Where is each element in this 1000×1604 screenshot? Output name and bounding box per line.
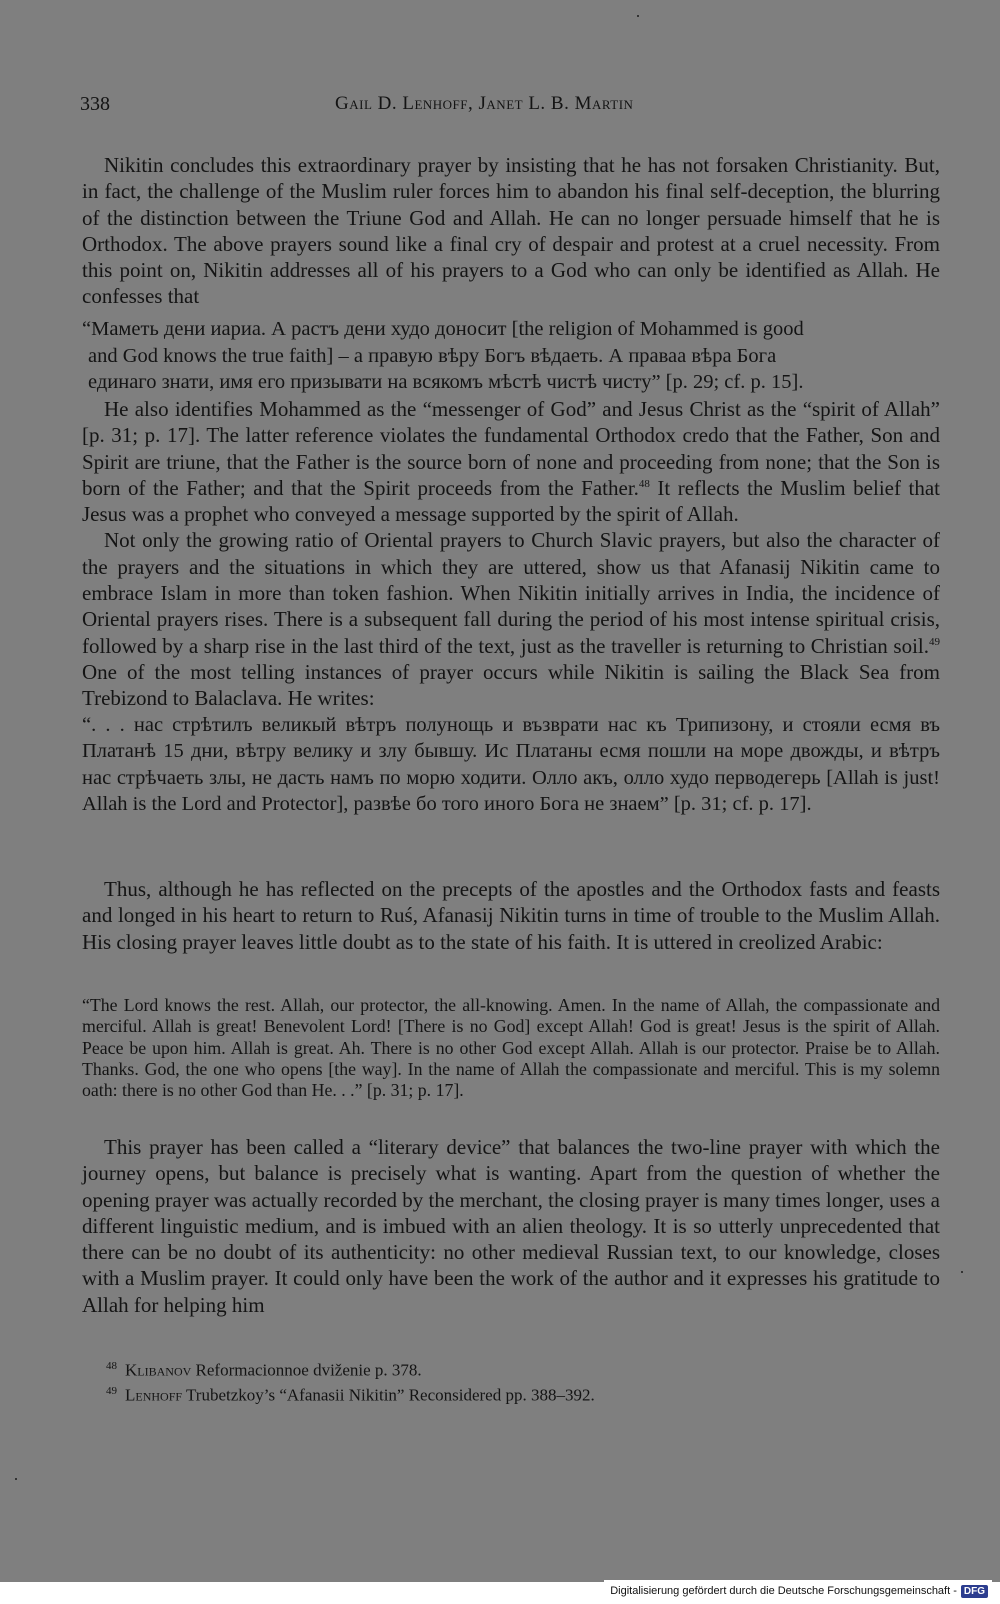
footnote-mark-48: 48 bbox=[638, 477, 650, 490]
paragraph-3 bbox=[82, 527, 940, 711]
footnote-49-author: Lenhoff bbox=[125, 1385, 183, 1405]
footnotes bbox=[106, 1356, 595, 1405]
quote-1-line-2: and God knows the true faith] – а правую вѣру Богъ вѣдаеть. А праваа вѣра Бога bbox=[88, 344, 777, 367]
footnote-49 bbox=[106, 1381, 595, 1406]
paragraph-5-block bbox=[82, 1134, 940, 1318]
paragraph-4-block bbox=[82, 876, 940, 955]
quote-1-line-3: единаго знати, имя его призывати на всякомъ мѣстѣ чистѣ чисту” [p. 29; cf. p. 15]. bbox=[88, 371, 804, 393]
paragraph-2 bbox=[82, 396, 940, 527]
footnote-48-mark: 48 bbox=[106, 1360, 117, 1372]
cyrillic-quote-2: “. . . нас стрѣтилъ великый вѣтръ полунощь и възврати нас къ Трипизону, и стояли есмя въ Платанѣ 15 дни, вѣтру велику и злу бывшу. Ис Платаны есмя пошли на море двожды, и вѣтръ нас стрѣчаеть злы, не дасть намъ по морю ходити. Олло акъ, олло худо перводегерь [Allah is just! Allah is the Lord and Protector], развѣе бо того иного Бога не знаем” [p. 31; cf. p. 17]. bbox=[82, 713, 940, 816]
arabic-prayer-quote: “The Lord knows the rest. Allah, our protector, the all-knowing. Amen. In the name of Allah, the compassionate and merciful. Allah is great! Benevolent Lord! [There is no God] except Allah! God is great! Jesus is the spirit of Allah. Peace be upon him. Allah is great. Ah. There is no other God except Allah. Allah is our protector. Praise be to Allah. Thanks. God, the one who opens [the way]. In the name of Allah the compassionate and merciful. This is my solemn oath: there is no other God than He. . .” [p. 31; p. 17]. bbox=[82, 995, 940, 1101]
scan-speck bbox=[961, 1271, 963, 1273]
paragraph-2-part-2: It reflects the Muslim belief that Jesus was a prophet who conveyed a message supported by the spirit of Allah. bbox=[82, 475, 940, 527]
dfg-logo: DFG bbox=[961, 1585, 988, 1598]
paragraphs-2-3-block bbox=[82, 396, 940, 818]
running-head: Gail D. Lenhoff, Janet L. B. Martin bbox=[335, 93, 634, 114]
quote-1-line-1: “Маметь дени иариа. А растъ дени худо доносит [the religion of Mohammed is good bbox=[82, 318, 804, 340]
paragraph-1: Nikitin concludes this extraordinary prayer by insisting that he has not forsaken Christianity. But, in fact, the challenge of the Muslim ruler forces him to abandon his final self-deception, the blurring of the distinction between the Triune God and Allah. He can no longer persuade himself that he is Orthodox. The above prayers sound like a final cry of despair and protest at a cruel necessity. From this point on, Nikitin addresses all of his prayers to a God who can only be identified as Allah. He confesses that bbox=[82, 153, 940, 309]
scan-speck bbox=[15, 1478, 17, 1480]
footnote-49-mark: 49 bbox=[106, 1384, 117, 1397]
paragraph-5: This prayer has been called a “literary device” that balances the two-line prayer with which the journey opens, but balance is precisely what is wanting. Apart from the question of whether the opening prayer was actually recorded by the merchant, the closing prayer is many times longer, uses a different linguistic medium, and is imbued with an alien theology. It is so utterly unprecedented that there can be no doubt of its authenticity: no other medieval Russian text, to our knowledge, closes with a Muslim prayer. It could only have been the work of the author and it expresses his gratitude to Allah for helping him bbox=[82, 1135, 940, 1317]
scan-speck bbox=[637, 15, 639, 17]
paragraph-3-part-2: One of the most telling instances of prayer occurs while Nikitin is sailing the Black Sea from Trebizond to Balaclava. He writes: bbox=[82, 659, 940, 711]
paragraph-3-part-1: Not only the growing ratio of Oriental prayers to Church Slavic prayers, but also the character of the prayers and the situations in which they are uttered, show us that Afanasij Nikitin came to embrace Islam in more than token fashion. When Nikitin initially arrives in India, the incidence of Oriental prayers rises. There is a subsequent fall during the period of his most intense spiritual crisis, followed by a sharp rise in the last third of the text, just as the traveller is returning to Christian soil. bbox=[82, 528, 940, 658]
footnote-48 bbox=[106, 1356, 595, 1381]
footnote-mark-49: 49 bbox=[929, 635, 940, 648]
credit-text: Digitalisierung gefördert durch die Deutsche Forschungsgemeinschaft - bbox=[610, 1585, 957, 1597]
footnote-48-author: Klibanov bbox=[125, 1360, 192, 1380]
footnote-49-text: Trubetzkoy’s “Afanasii Nikitin” Reconsidered pp. 388–392. bbox=[182, 1385, 595, 1405]
footnote-48-text: Reformacionnoe dviženie p. 378. bbox=[191, 1360, 422, 1380]
paragraph-1-block bbox=[82, 152, 940, 310]
digitization-credit bbox=[604, 1580, 992, 1600]
cyrillic-quote-1 bbox=[82, 316, 940, 396]
paragraph-4: Thus, although he has reflected on the precepts of the apostles and the Orthodox fasts and feasts and longed in his heart to return to Ruś, Afanasij Nikitin turns in time of trouble to the Muslim Allah. His closing prayer leaves little doubt as to the state of his faith. It is uttered in creolized Arabic: bbox=[82, 877, 940, 954]
paragraph-2-part-1: He also identifies Mohammed as the “messenger of God” and Jesus Christ as the “spirit of Allah” [p. 31; p. 17]. The latter reference violates the fundamental Orthodox credo that the Father, Son and Spirit are triune, that the Father is the source born of none and proceeding from none; that the Son is born of the Father; and that the Spirit proceeds from the Father. bbox=[82, 397, 940, 500]
page-header bbox=[80, 93, 940, 123]
page-number: 338 bbox=[80, 93, 110, 115]
